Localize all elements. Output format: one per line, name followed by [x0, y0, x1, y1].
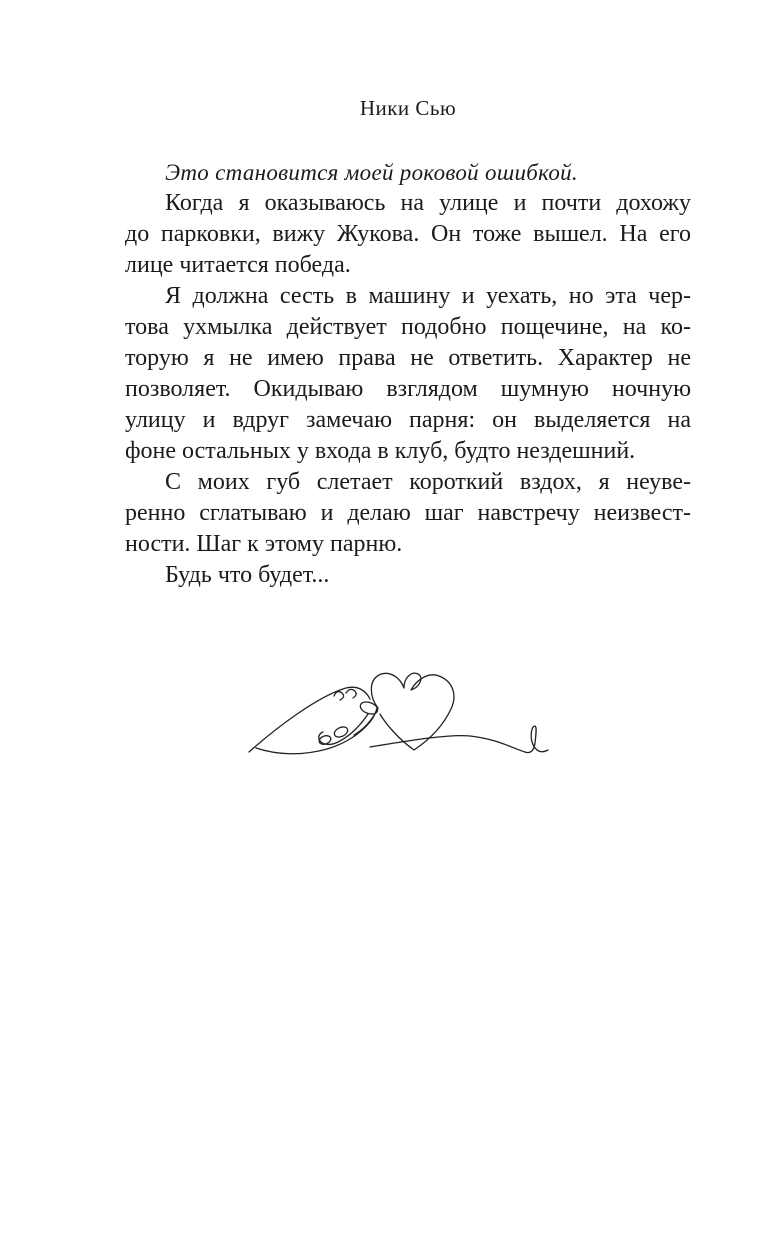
text-line: фоне остальных у входа в клуб, будто нездешний. [125, 438, 636, 464]
epigraph-line: Это становится моей роковой ошибкой. [165, 160, 578, 185]
text-line: Будь что будет... [165, 562, 330, 588]
text-line: торую я не имею права не ответить. Характер не [125, 345, 691, 371]
knuckle-loop-2 [346, 689, 356, 698]
hand-wrist-line [249, 687, 370, 752]
running-header: Ники Сью [359, 96, 457, 120]
text-line: ренно сглатываю и делаю шаг навстречу неизвест- [125, 500, 691, 526]
text-line: улицу и вдруг замечаю парня: он выделяется на [125, 407, 691, 433]
text-line: това ухмылка действует подобно пощечине, на ко- [125, 314, 691, 340]
text-line: Когда я оказываюсь на улице и почти дохожу [165, 190, 691, 216]
knuckle-loop-1 [334, 692, 344, 700]
curled-fingers-line [319, 714, 368, 744]
heart-outline [371, 673, 454, 750]
paragraph [125, 188, 691, 281]
index-nail [359, 700, 380, 716]
text-line: лице читается победа. [125, 252, 351, 278]
paragraph [125, 467, 691, 560]
text-line: до парковки, вижу Жукова. Он тоже вышел. На его [125, 221, 691, 247]
paragraph [125, 281, 691, 467]
text-line: Я должна сесть в машину и уехать, но эта чер- [165, 283, 691, 309]
paragraph [125, 560, 691, 591]
hand-heart-line-art [242, 648, 564, 780]
page-content [125, 157, 691, 591]
flourish-line [370, 726, 548, 753]
text-line: позволяет. Окидываю взглядом шумную ночную [125, 376, 691, 402]
text-line: С моих губ слетает короткий вздох, я неуве- [165, 469, 691, 495]
paragraphs [125, 188, 691, 591]
text-line: ности. Шаг к этому парню. [125, 531, 403, 557]
